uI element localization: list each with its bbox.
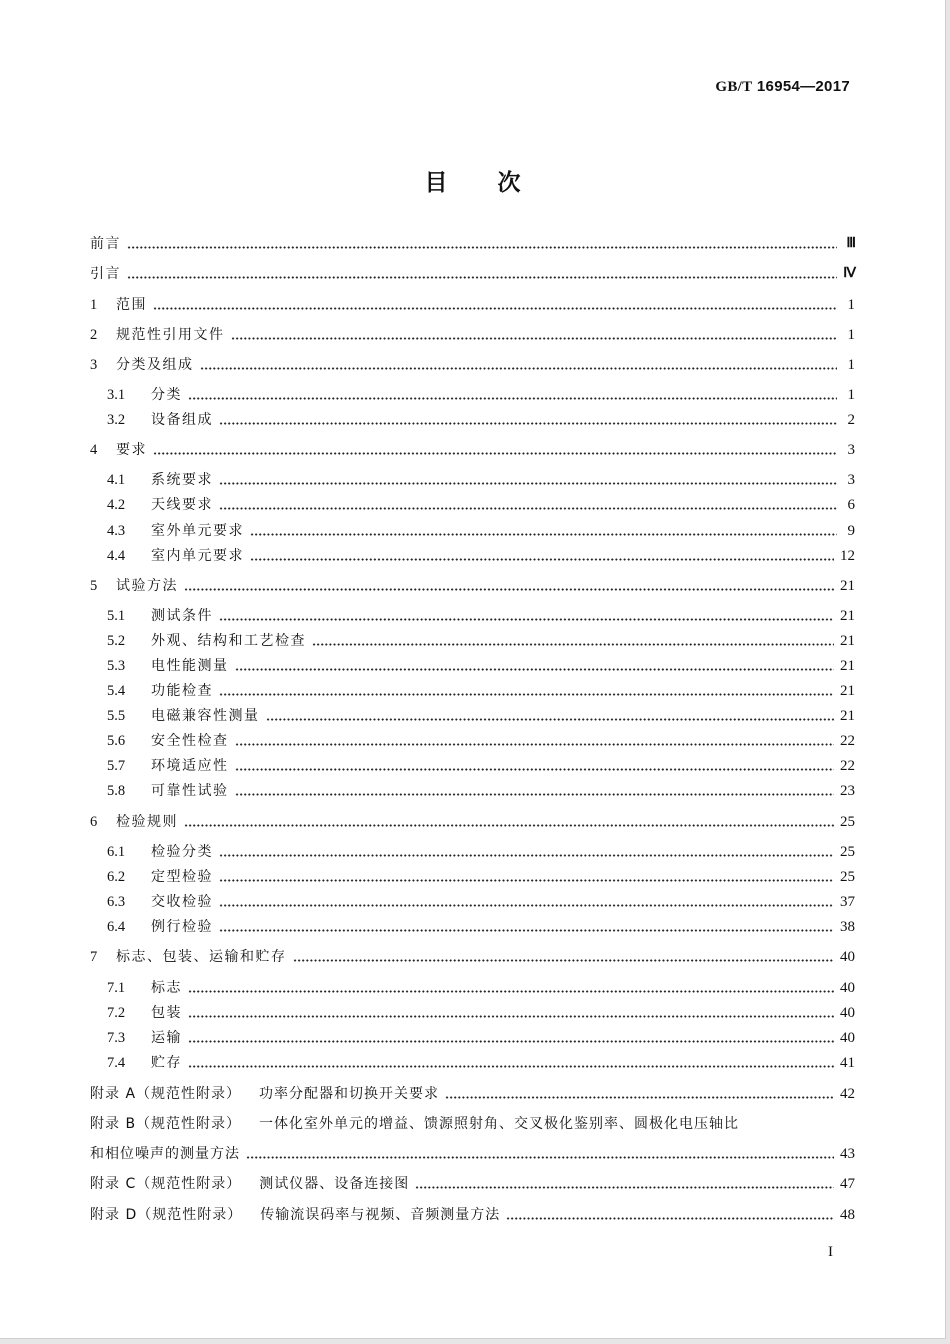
toc-entry-number: 6.3 [107, 894, 126, 910]
toc-entry-label: 分类 [151, 387, 182, 403]
toc-entry[interactable] [90, 353, 855, 375]
toc-entry-page: Ⅳ [843, 266, 855, 281]
toc-entry-label: 分类及组成 [116, 357, 194, 373]
dot-leader [219, 693, 834, 696]
toc-entry-number: 5.7 [107, 758, 126, 774]
toc-entry[interactable] [107, 1001, 855, 1023]
toc-entry-number: 6.2 [107, 869, 126, 885]
dot-leader [127, 276, 837, 279]
toc-entry[interactable] [90, 574, 855, 596]
toc-entry-page: 3 [847, 442, 855, 458]
toc-entry-label: 包装 [151, 1005, 182, 1021]
annex-tag: 附录 A（规范性附录） [90, 1086, 242, 1102]
toc-entry[interactable] [107, 840, 855, 862]
toc-entry[interactable] [107, 519, 855, 541]
toc-entry-page: 1 [847, 297, 855, 313]
toc-entry-number: 4.4 [107, 548, 126, 564]
toc-entry-number: 5 [90, 578, 98, 594]
toc-entry-page: 22 [840, 733, 855, 749]
toc-entry-page: 40 [840, 980, 855, 996]
toc-entry-label: 例行检验 [151, 919, 213, 935]
toc-entry-number: 6 [90, 814, 98, 830]
toc-entry-number: 4 [90, 442, 98, 458]
dot-leader [188, 397, 837, 400]
toc-entry[interactable] [107, 383, 855, 405]
toc-entry[interactable] [90, 810, 855, 832]
toc-entry-label: 系统要求 [151, 472, 213, 488]
toc-entry-number: 5.6 [107, 733, 126, 749]
toc-entry-page: 40 [840, 949, 855, 965]
toc-entry-number: 3.2 [107, 412, 126, 428]
standard-prefix: GB/T [715, 79, 753, 95]
toc-entry-page: 41 [840, 1055, 855, 1071]
toc-entry-label: 定型检验 [151, 869, 213, 885]
annex-title: 传输流误码率与视频、音频测量方法 [260, 1207, 501, 1223]
toc-annex-entry[interactable] [90, 1082, 855, 1104]
toc-entry[interactable] [107, 704, 855, 726]
toc-entry-page: 2 [847, 412, 855, 428]
toc-entry-number: 2 [90, 327, 98, 343]
toc-entry[interactable] [107, 1026, 855, 1048]
toc-entry-label: 贮存 [151, 1055, 182, 1071]
toc-entry[interactable] [107, 890, 855, 912]
annex-page: 42 [840, 1086, 855, 1102]
toc-entry[interactable] [107, 408, 855, 430]
toc-entry[interactable] [107, 493, 855, 515]
toc-entry[interactable] [107, 654, 855, 676]
dot-leader [415, 1186, 834, 1189]
dot-leader [219, 904, 834, 907]
toc-entry-label: 电磁兼容性测量 [151, 708, 260, 724]
toc-entry-page: Ⅲ [846, 236, 855, 251]
toc-entry-number: 1 [90, 297, 98, 313]
toc-entry-label: 交收检验 [151, 894, 213, 910]
toc-entry-number: 3.1 [107, 387, 126, 403]
toc-entry-label: 试验方法 [116, 578, 178, 594]
toc-entry-label: 规范性引用文件 [116, 327, 225, 343]
dot-leader [445, 1096, 834, 1099]
toc-entry-page: 38 [840, 919, 855, 935]
toc-entry-number: 7.1 [107, 980, 126, 996]
dot-leader [312, 643, 834, 646]
toc-entry[interactable] [90, 438, 855, 460]
toc-entry-label: 外观、结构和工艺检查 [151, 633, 306, 649]
toc-entry-page: 3 [847, 472, 855, 488]
toc-entry-number: 5.1 [107, 608, 126, 624]
dot-leader [250, 533, 837, 536]
toc-entry-page: 22 [840, 758, 855, 774]
dot-leader [188, 1065, 834, 1068]
toc-entry-label: 室外单元要求 [151, 523, 244, 539]
toc-annex-entry[interactable] [90, 1172, 855, 1194]
toc-entry[interactable] [107, 754, 855, 776]
dot-leader [235, 743, 835, 746]
annex-page: 48 [840, 1207, 855, 1223]
dot-leader [231, 337, 838, 340]
toc-entry-number: 7.3 [107, 1030, 126, 1046]
toc-entry-label: 范围 [116, 297, 147, 313]
toc-entry-page: 37 [840, 894, 855, 910]
toc-entry-label: 运输 [151, 1030, 182, 1046]
toc-entry-page: 40 [840, 1030, 855, 1046]
dot-leader [127, 246, 837, 249]
toc-entry-label: 电性能测量 [151, 658, 229, 674]
toc-entry-label: 标志 [151, 980, 182, 996]
page-title: 目次 [424, 170, 571, 196]
annex-page: 47 [840, 1176, 855, 1192]
dot-leader [219, 507, 837, 510]
toc-entry-page: 23 [840, 783, 855, 799]
annex-tag: 附录 B（规范性附录） [90, 1116, 242, 1132]
toc-entry[interactable] [90, 232, 855, 254]
toc-entry-number: 7 [90, 949, 98, 965]
dot-leader [219, 482, 837, 485]
toc-entry[interactable] [107, 729, 855, 751]
toc-entry[interactable] [107, 976, 855, 998]
toc-entry[interactable] [107, 1051, 855, 1073]
dot-leader [219, 422, 837, 425]
annex-title: 测试仪器、设备连接图 [259, 1176, 410, 1192]
toc-annex-entry[interactable] [90, 1203, 855, 1225]
toc-entry-page: 21 [840, 683, 855, 699]
toc-entry[interactable] [107, 468, 855, 490]
toc-entry-number: 5.4 [107, 683, 126, 699]
toc-entry-number: 7.2 [107, 1005, 126, 1021]
annex-page: 43 [840, 1146, 855, 1162]
toc-entry-label: 室内单元要求 [151, 548, 244, 564]
toc-entry-number: 5.8 [107, 783, 126, 799]
toc-entry-page: 1 [847, 357, 855, 373]
dot-leader [246, 1156, 834, 1159]
toc-entry-page: 25 [840, 869, 855, 885]
dot-leader [235, 768, 835, 771]
dot-leader [188, 1015, 834, 1018]
toc-entry[interactable] [90, 262, 855, 284]
toc-annex-continuation[interactable] [90, 1142, 855, 1164]
toc-entry-page: 9 [847, 523, 855, 539]
toc-entry-label: 前言 [90, 236, 121, 252]
toc-entry-label: 天线要求 [151, 497, 213, 513]
toc-entry-label: 设备组成 [151, 412, 213, 428]
dot-leader [153, 452, 837, 455]
dot-leader [200, 367, 838, 370]
toc-entry-label: 标志、包装、运输和贮存 [116, 949, 287, 965]
annex-tag: 附录 D（规范性附录） [90, 1207, 243, 1223]
toc-entry[interactable] [107, 915, 855, 937]
toc-annex-entry[interactable] [90, 1112, 855, 1134]
dot-leader [153, 307, 837, 310]
toc-entry[interactable] [107, 679, 855, 701]
dot-leader [188, 990, 834, 993]
toc-entry-page: 21 [840, 633, 855, 649]
toc-entry-label: 检验分类 [151, 844, 213, 860]
toc-entry-label: 安全性检查 [151, 733, 229, 749]
toc-entry-page: 6 [847, 497, 855, 513]
annex-title-continuation: 和相位噪声的测量方法 [90, 1146, 240, 1162]
toc-entry-page: 21 [840, 608, 855, 624]
toc-entry[interactable] [107, 865, 855, 887]
toc-entry-number: 4.3 [107, 523, 126, 539]
toc-entry-number: 6.1 [107, 844, 126, 860]
dot-leader [219, 618, 834, 621]
toc-entry[interactable] [90, 323, 855, 345]
toc-entry-number: 5.3 [107, 658, 126, 674]
toc-entry-label: 引言 [90, 266, 121, 282]
toc-entry[interactable] [90, 293, 855, 315]
dot-leader [293, 959, 835, 962]
standard-number: 16954—2017 [756, 78, 850, 95]
toc-entry[interactable] [107, 629, 855, 651]
dot-leader [219, 879, 834, 882]
toc-entry-page: 25 [840, 844, 855, 860]
toc-entry[interactable] [107, 604, 855, 626]
standard-code [715, 78, 850, 96]
toc-entry-number: 7.4 [107, 1055, 126, 1071]
annex-title: 功率分配器和切换开关要求 [259, 1086, 440, 1102]
toc-entry[interactable] [107, 779, 855, 801]
toc-entry-label: 检验规则 [116, 814, 178, 830]
dot-leader [219, 929, 834, 932]
dot-leader [235, 793, 835, 796]
toc-entry-label: 可靠性试验 [151, 783, 229, 799]
toc-entry-page: 25 [840, 814, 855, 830]
dot-leader [250, 558, 834, 561]
toc-entry-page: 1 [847, 387, 855, 403]
dot-leader [266, 718, 835, 721]
toc-entry[interactable] [90, 945, 855, 967]
toc-entry-page: 21 [840, 658, 855, 674]
toc-entry-label: 测试条件 [151, 608, 213, 624]
toc-entry-page: 21 [840, 578, 855, 594]
annex-tag: 附录 C（规范性附录） [90, 1176, 242, 1192]
toc-entry-page: 40 [840, 1005, 855, 1021]
toc-entry-page: 12 [840, 548, 855, 564]
dot-leader [184, 824, 834, 827]
toc-entry-number: 4.2 [107, 497, 126, 513]
toc-entry-number: 6.4 [107, 919, 126, 935]
annex-title: 一体化室外单元的增益、馈源照射角、交叉极化鉴别率、圆极化电压轴比 [259, 1116, 740, 1132]
toc-entry-label: 环境适应性 [151, 758, 229, 774]
dot-leader [219, 854, 834, 857]
toc-entry-number: 3 [90, 357, 98, 373]
toc-entry-number: 4.1 [107, 472, 126, 488]
toc-entry-page: 1 [847, 327, 855, 343]
toc-entry-label: 功能检查 [151, 683, 213, 699]
dot-leader [188, 1040, 834, 1043]
toc-entry[interactable] [107, 544, 855, 566]
dot-leader [506, 1217, 834, 1220]
toc-entry-number: 5.2 [107, 633, 126, 649]
toc-entry-label: 要求 [116, 442, 147, 458]
toc-entry-number: 5.5 [107, 708, 126, 724]
toc-entry-page: 21 [840, 708, 855, 724]
page-folio: I [828, 1244, 833, 1260]
dot-leader [184, 588, 834, 591]
dot-leader [235, 668, 835, 671]
